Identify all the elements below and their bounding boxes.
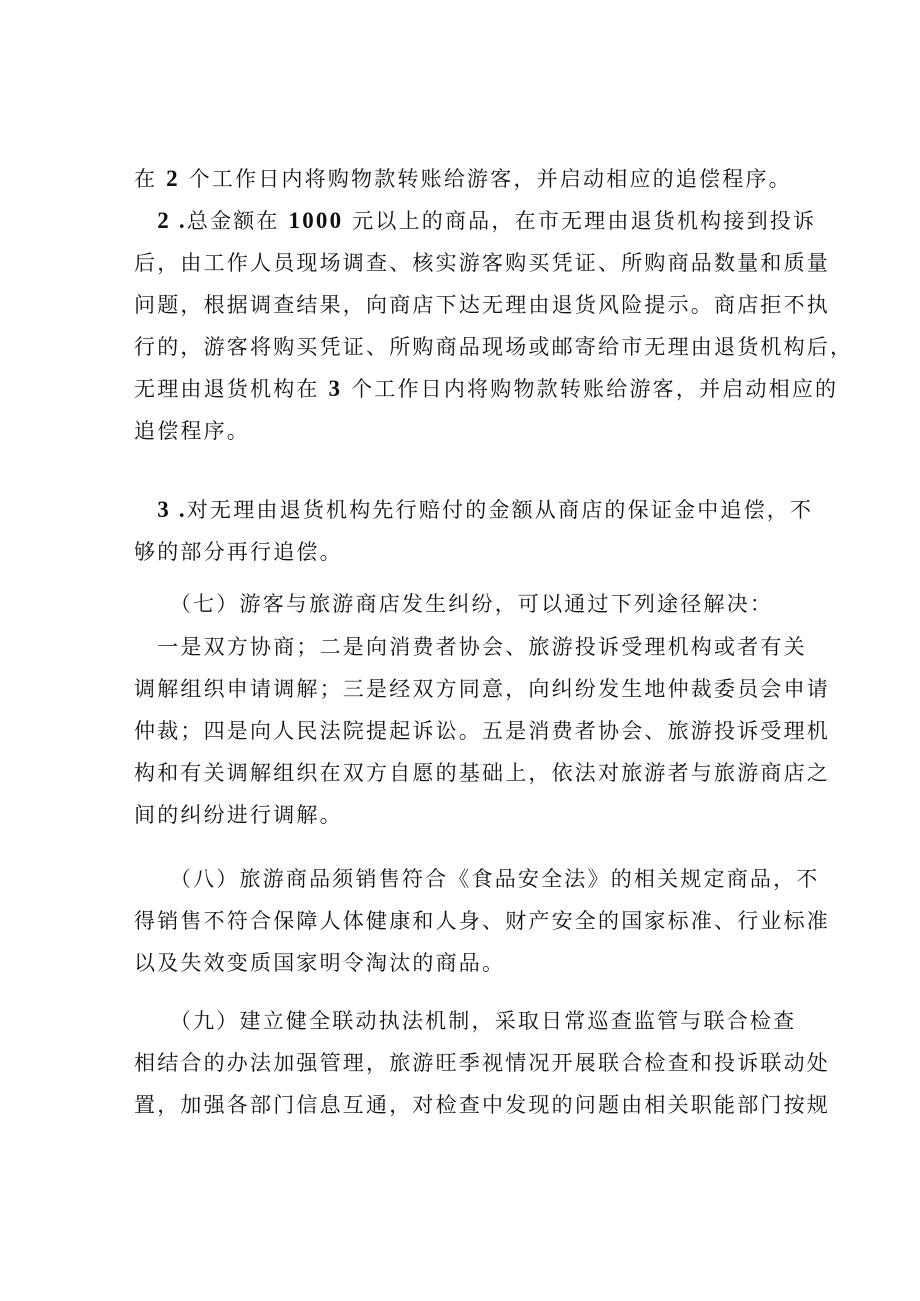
- bold-number: 2 .: [157, 208, 187, 233]
- paragraph-6: [134, 858, 830, 984]
- text-line: 一是双方协商；二是向消费者协会、旅游投诉受理机构或者有关: [134, 635, 807, 659]
- paragraph-4: [134, 583, 794, 625]
- text-line: 仲裁；四是向人民法院提起诉讼。五是消费者协会、旅游投诉受理机: [134, 719, 830, 743]
- paragraph-1: [134, 158, 794, 200]
- text-line: 2 .总金额在 1000 元以上的商品，在市无理由退货机构接到投诉: [157, 208, 817, 233]
- text-line: 追偿程序。: [134, 419, 250, 443]
- paragraph-7: [134, 1000, 830, 1126]
- text-line: 置，加强各部门信息互通，对检查中发现的问题由相关职能部门按规: [134, 1093, 830, 1117]
- paragraph-5: [134, 626, 830, 836]
- paragraph-2: [134, 200, 854, 452]
- text-line: 问题，根据调查结果，向商店下达无理由退货风险提示。商店拒不执: [134, 293, 830, 317]
- text-line: （七）游客与旅游商店发生纠纷，可以通过下列途径解决：: [134, 592, 774, 616]
- text-line: 得销售不符合保障人体健康和人身、财产安全的国家标准、行业标准: [134, 909, 830, 933]
- bold-number: 2: [166, 166, 180, 191]
- text-line: 后，由工作人员现场调查、核实游客购买凭证、所购商品数量和质量: [134, 251, 830, 275]
- text-line: （九）建立健全联动执法机制，采取日常巡查监管与联合检查: [134, 1009, 797, 1033]
- text-line: 间的纠纷进行调解。: [134, 803, 343, 827]
- text-line: 在 2 个工作日内将购物款转账给游客，并启动相应的追偿程序。: [134, 166, 792, 191]
- bold-number: 3 .: [157, 497, 187, 522]
- bold-number: 1000: [288, 208, 344, 233]
- text-line: （八）旅游商品须销售符合《食品安全法》的相关规定商品，不: [134, 867, 820, 891]
- text-line: 行的，游客将购买凭证、所购商品现场或邮寄给市无理由退货机构后，: [134, 335, 854, 359]
- text-line: 3 .对无理由退货机构先行赔付的金额从商店的保证金中追偿，不: [157, 497, 814, 522]
- text-line: 无理由退货机构在 3 个工作日内将购物款转账给游客，并启动相应的: [134, 376, 839, 401]
- bold-number: 3: [328, 376, 343, 401]
- text-line: 够的部分再行追偿。: [134, 540, 343, 564]
- text-line: 以及失效变质国家明令淘汰的商品。: [134, 951, 506, 975]
- paragraph-3: [134, 489, 814, 573]
- text-line: 调解组织申请调解；三是经双方同意，向纠纷发生地仲裁委员会申请: [134, 677, 830, 701]
- text-line: 相结合的办法加强管理，旅游旺季视情况开展联合检查和投诉联动处: [134, 1051, 830, 1075]
- text-line: 构和有关调解组织在双方自愿的基础上，依法对旅游者与旅游商店之: [134, 761, 830, 785]
